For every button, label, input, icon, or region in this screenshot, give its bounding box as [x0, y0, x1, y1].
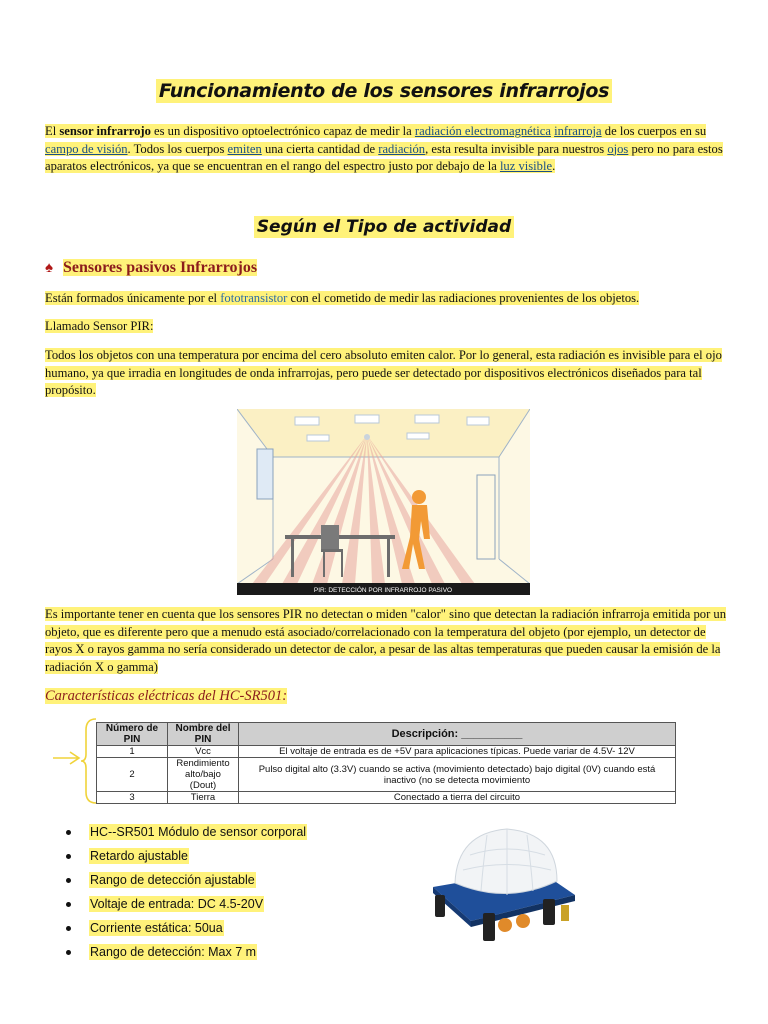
called-paragraph — [45, 318, 727, 336]
bullet-icon — [66, 830, 71, 835]
bullet-icon — [66, 950, 71, 955]
link-campo-de-vision[interactable]: campo de visión — [45, 141, 128, 156]
table-cell: Vcc — [168, 746, 239, 758]
header-pin-number: Número de PIN — [97, 723, 168, 746]
intro-text: una cierta cantidad de — [261, 141, 379, 156]
header-description: Descripción: __________ — [239, 723, 676, 746]
intro-text: . — [552, 159, 556, 173]
table-row — [97, 746, 676, 758]
arrow-right-icon — [52, 750, 82, 766]
link-infrarroja[interactable]: infrarroja — [554, 124, 602, 138]
table-row — [97, 792, 676, 804]
list-item — [66, 940, 307, 964]
table-cell: 1 — [97, 746, 168, 758]
intro-text: es un dispositivo optoelectrónico capaz de medir la — [150, 124, 415, 138]
figure-caption: PIR: DETECCIÓN POR INFRARROJO PASIVO — [313, 587, 453, 594]
table-cell: Conectado a tierra del circuito — [239, 792, 676, 804]
subtitle-container — [0, 217, 768, 237]
pin-table-area — [52, 716, 682, 808]
intro-text: pero no para estos aparatos electrónicos, ya que se encuentran en el rango del espectro justo por debajo de la — [45, 141, 723, 173]
list-item — [66, 844, 307, 868]
list-item-text: Voltaje de entrada: DC 4.5-20V — [90, 897, 264, 911]
bullet-icon — [66, 878, 71, 883]
characteristics-heading — [45, 688, 287, 705]
bullet-icon — [66, 926, 71, 931]
feature-list — [66, 820, 307, 964]
list-item — [66, 868, 307, 892]
intro-text: de los cuerpos en su — [601, 124, 707, 138]
link-radiacion-electromagnetica[interactable]: radiación electromagnética — [414, 124, 551, 138]
characteristics-heading-text: Características eléctricas del HC-SR501: — [45, 688, 288, 704]
important-paragraph — [45, 606, 727, 676]
bullet-icon — [66, 902, 71, 907]
link-luz-visible[interactable]: luz visible — [499, 159, 553, 173]
title-container — [0, 80, 768, 102]
table-cell: Tierra — [168, 792, 239, 804]
room-scene-graphic — [237, 409, 530, 595]
important-text: Es importante tener en cuenta que los sensores PIR no detectan o miden "calor" sino que detectan la radiación infrarroja emitida por un objeto, que es diferente pero que a menudo está asociado/correlacionado con la temperatura del objeto (por ejemplo, un detector de rayos X o rayos gamma no sería considerado un detector de calor, a pesar de las altas temperaturas que pueden causar la emisión de la radiación X o gamma) — [45, 607, 727, 674]
table-cell: Pulso digital alto (3.3V) cuando se activa (movimiento detectado) bajo digital (0V) cuando está inactivo (no se detecta movimiento — [239, 758, 676, 792]
pir-sensor-photo — [425, 825, 585, 950]
page-title: Funcionamiento de los sensores infrarrojos — [156, 79, 612, 103]
intro-paragraph — [45, 123, 727, 176]
formed-text: Están formados únicamente por el — [45, 291, 221, 305]
section-heading — [45, 259, 257, 277]
bullet-icon — [66, 854, 71, 859]
intro-text: , esta resulta invisible para nuestros — [425, 141, 608, 156]
intro-text: El — [45, 124, 60, 138]
table-header-row — [97, 723, 676, 746]
link-emiten[interactable]: emiten — [227, 141, 262, 156]
list-item-text: HC--SR501 Módulo de sensor corporal — [90, 825, 307, 839]
list-item-text: Rango de detección ajustable — [90, 873, 255, 887]
pir-detection-illustration — [237, 409, 530, 595]
table-cell: Rendimiento alto/bajo (Dout) — [168, 758, 239, 792]
called-text: Llamado Sensor PIR: — [45, 319, 154, 333]
formed-paragraph — [45, 290, 727, 308]
link-radiacion[interactable]: radiación — [378, 141, 426, 156]
table-cell: 2 — [97, 758, 168, 792]
list-item — [66, 820, 307, 844]
objects-text: Todos los objetos con una temperatura por encima del cero absoluto emiten calor. Por lo general, esta radiación es invisible para el ojo humano, ya que irradia en longitudes de onda infrarrojas, pero puede ser detectado por dispositivos electrónicos diseñados para tal propósito. — [45, 348, 722, 397]
table-cell: El voltaje de entrada es de +5V para aplicaciones típicas. Puede variar de 4.5V- 12V — [239, 746, 676, 758]
list-item-text: Rango de detección: Max 7 m — [90, 945, 257, 959]
link-fototransistor[interactable]: fototransistor — [220, 291, 288, 305]
spade-icon: ♠ — [45, 260, 53, 276]
section-title: Según el Tipo de actividad — [254, 216, 514, 238]
pin-table — [96, 722, 676, 804]
list-item — [66, 892, 307, 916]
table-cell: 3 — [97, 792, 168, 804]
list-item-text: Retardo ajustable — [90, 849, 188, 863]
objects-paragraph — [45, 347, 727, 400]
section-heading-text: Sensores pasivos Infrarrojos — [62, 259, 258, 276]
header-pin-name: Nombre del PIN — [168, 723, 239, 746]
intro-bold-term: sensor infrarrojo — [59, 124, 151, 138]
list-item — [66, 916, 307, 940]
pir-sensor-graphic — [425, 825, 585, 950]
formed-text: con el cometido de medir las radiaciones provenientes de los objetos. — [287, 291, 640, 305]
intro-text: . Todos los cuerpos — [127, 141, 228, 156]
table-row — [97, 758, 676, 792]
list-item-text: Corriente estática: 50ua — [90, 921, 223, 935]
link-ojos[interactable]: ojos — [607, 141, 629, 156]
